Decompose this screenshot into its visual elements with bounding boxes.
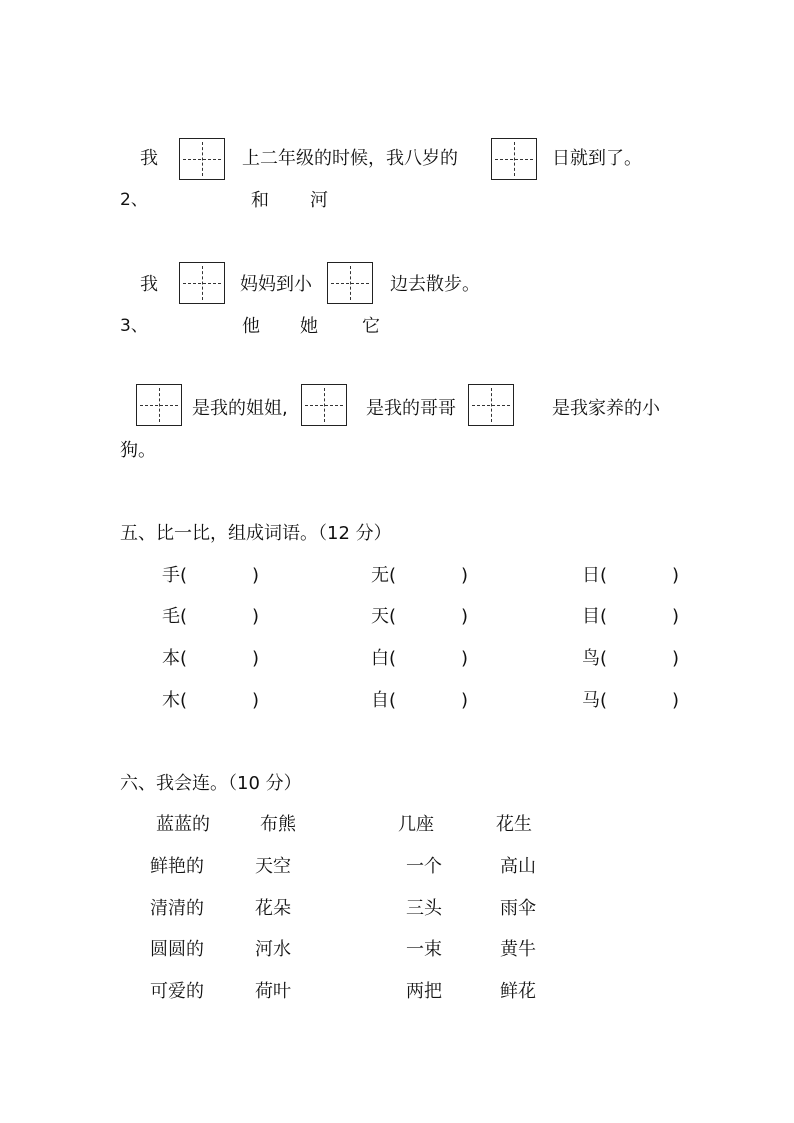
- match-item-left-noun[interactable]: 花朵: [255, 898, 291, 919]
- answer-blank[interactable]: [190, 648, 248, 670]
- q1-word-1: 我: [140, 148, 158, 169]
- paren-open: (: [389, 648, 397, 669]
- paren-open: (: [389, 565, 397, 586]
- q3-word-4: 狗。: [120, 440, 156, 461]
- compare-char: 天: [371, 606, 389, 627]
- tian-box-q1-1[interactable]: [179, 138, 225, 180]
- q3-option-1: 他: [242, 316, 260, 337]
- q3-number: 3、: [120, 316, 148, 336]
- match-item-left-adj[interactable]: 可爱的: [150, 981, 204, 1002]
- paren-close: ): [461, 606, 469, 627]
- paren-open: (: [600, 606, 608, 627]
- paren-close: ): [252, 648, 260, 669]
- match-item-right-noun[interactable]: 高山: [500, 856, 536, 877]
- tian-box-q3-2[interactable]: [301, 384, 347, 426]
- q2-word-2: 妈妈到小: [240, 274, 312, 295]
- q3-word-3: 是我家养的小: [552, 398, 660, 419]
- compare-char: 白: [371, 648, 389, 669]
- compare-char: 本: [162, 648, 180, 669]
- tian-box-q1-2[interactable]: [491, 138, 537, 180]
- q2-word-3: 边去散步。: [390, 274, 480, 295]
- paren-close: ): [252, 690, 260, 711]
- paren-open: (: [389, 690, 397, 711]
- match-item-left-adj[interactable]: 圆圆的: [150, 939, 204, 960]
- compare-char: 木: [162, 690, 180, 711]
- section5-title: 五、比一比，组成词语。（12 分）: [120, 523, 392, 544]
- paren-open: (: [180, 606, 188, 627]
- paren-open: (: [600, 690, 608, 711]
- tian-box-q2-2[interactable]: [327, 262, 373, 304]
- paren-close: ): [252, 565, 260, 586]
- match-item-right-noun[interactable]: 雨伞: [500, 898, 536, 919]
- paren-close: ): [672, 606, 680, 627]
- paren-open: (: [389, 606, 397, 627]
- q1-word-3: 日就到了。: [552, 148, 642, 169]
- paren-close: ): [461, 690, 469, 711]
- tian-box-q3-3[interactable]: [468, 384, 514, 426]
- paren-open: (: [180, 565, 188, 586]
- answer-blank[interactable]: [190, 690, 248, 712]
- answer-blank[interactable]: [399, 606, 457, 628]
- q3-word-1: 是我的姐姐,: [192, 398, 288, 419]
- answer-blank[interactable]: [399, 565, 457, 587]
- compare-char: 日: [582, 565, 600, 586]
- match-item-right-measure[interactable]: 一束: [406, 939, 442, 960]
- compare-char: 自: [371, 690, 389, 711]
- answer-blank[interactable]: [399, 648, 457, 670]
- paren-open: (: [180, 690, 188, 711]
- match-item-right-noun[interactable]: 鲜花: [500, 981, 536, 1002]
- answer-blank[interactable]: [190, 565, 248, 587]
- q3-option-2: 她: [300, 316, 318, 337]
- answer-blank[interactable]: [610, 690, 668, 712]
- match-item-right-noun[interactable]: 花生: [496, 814, 532, 835]
- paren-open: (: [180, 648, 188, 669]
- match-item-left-adj[interactable]: 蓝蓝的: [156, 814, 210, 835]
- paren-close: ): [461, 648, 469, 669]
- match-item-left-noun[interactable]: 天空: [255, 856, 291, 877]
- match-item-left-adj[interactable]: 鲜艳的: [150, 856, 204, 877]
- compare-char: 马: [582, 690, 600, 711]
- answer-blank[interactable]: [610, 648, 668, 670]
- compare-char: 手: [162, 565, 180, 586]
- q1-word-2: 上二年级的时候，我八岁的: [242, 148, 458, 169]
- answer-blank[interactable]: [610, 606, 668, 628]
- match-item-right-measure[interactable]: 几座: [398, 814, 434, 835]
- compare-char: 目: [582, 606, 600, 627]
- tian-box-q3-1[interactable]: [136, 384, 182, 426]
- q3-option-3: 它: [362, 316, 380, 337]
- match-item-right-noun[interactable]: 黄牛: [500, 939, 536, 960]
- match-item-right-measure[interactable]: 两把: [406, 981, 442, 1002]
- compare-char: 无: [371, 565, 389, 586]
- q2-option-1: 和: [251, 190, 269, 211]
- paren-close: ): [461, 565, 469, 586]
- match-item-left-noun[interactable]: 荷叶: [255, 981, 291, 1002]
- q2-word-1: 我: [140, 274, 158, 295]
- paren-close: ): [252, 606, 260, 627]
- tian-box-q2-1[interactable]: [179, 262, 225, 304]
- match-item-left-noun[interactable]: 布熊: [260, 814, 296, 835]
- paren-open: (: [600, 648, 608, 669]
- paren-open: (: [600, 565, 608, 586]
- q2-option-2: 河: [310, 190, 328, 211]
- q3-word-2: 是我的哥哥: [366, 398, 456, 419]
- match-item-left-noun[interactable]: 河水: [255, 939, 291, 960]
- match-item-right-measure[interactable]: 三头: [406, 898, 442, 919]
- q2-number: 2、: [120, 190, 148, 210]
- paren-close: ): [672, 690, 680, 711]
- answer-blank[interactable]: [190, 606, 248, 628]
- match-item-left-adj[interactable]: 清清的: [150, 898, 204, 919]
- paren-close: ): [672, 565, 680, 586]
- compare-char: 鸟: [582, 648, 600, 669]
- answer-blank[interactable]: [399, 690, 457, 712]
- compare-char: 毛: [162, 606, 180, 627]
- answer-blank[interactable]: [610, 565, 668, 587]
- paren-close: ): [672, 648, 680, 669]
- section6-title: 六、我会连。（10 分）: [120, 773, 302, 794]
- match-item-right-measure[interactable]: 一个: [406, 856, 442, 877]
